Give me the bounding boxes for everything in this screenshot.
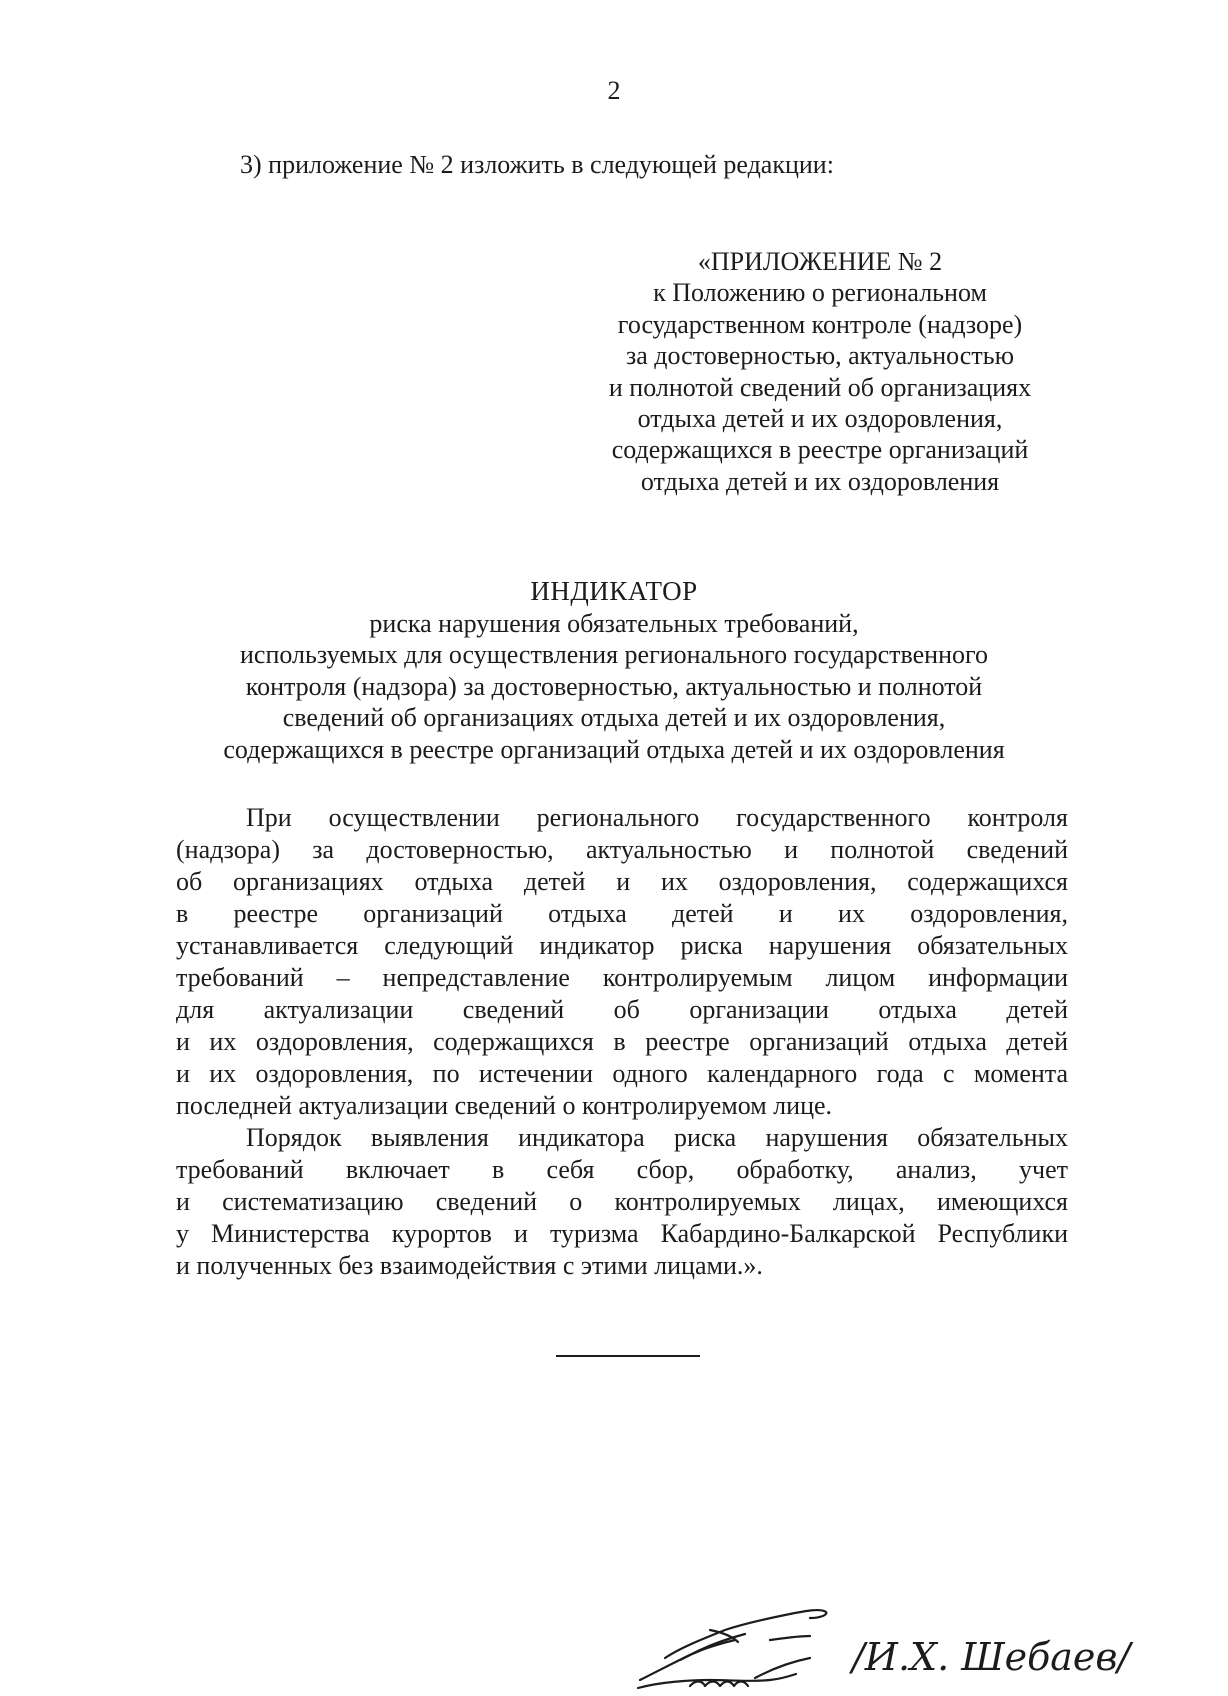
appendix-line: отдыха детей и их оздоровления, <box>637 404 1003 434</box>
paragraph-line: требований включает в себя сбор, обработку, анализ, учет <box>176 1155 1068 1184</box>
paragraph-line: для актуализации сведений об организации отдыха детей <box>176 995 1068 1024</box>
appendix-line: и полнотой сведений об организациях <box>608 372 1032 402</box>
paragraph-line: и систематизацию сведений о контролируемых лицах, имеющихся <box>176 1187 1068 1216</box>
paragraph-line: требований – непредставление контролируемым лицом информации <box>176 963 1068 992</box>
appendix-line: за достоверностью, актуальностью <box>625 341 1014 371</box>
paragraph-line: (надзора) за достоверностью, актуальностью и полнотой сведений <box>176 835 1068 864</box>
signature-name: /И.Х. Шебаев/ <box>852 1635 1131 1679</box>
paragraph-line: При осуществлении регионального государственного контроля <box>246 803 1068 832</box>
appendix-header <box>540 246 1100 497</box>
signature-image <box>620 1600 1131 1696</box>
paragraph-line: последней актуализации сведений о контролируемом лице. <box>176 1091 833 1120</box>
document-subtitle <box>160 608 1068 765</box>
document-title: ИНДИКАТОР <box>530 576 698 606</box>
appendix-line: к Положению о региональном <box>653 278 987 308</box>
paragraph-line: и полученных без взаимодействия с этими лицами.». <box>176 1251 763 1280</box>
appendix-line: «ПРИЛОЖЕНИЕ № 2 <box>697 247 943 276</box>
subtitle-line: сведений об организациях отдыха детей и их оздоровления, <box>282 703 946 733</box>
paragraph-line: Порядок выявления индикатора риска нарушения обязательных <box>246 1123 1068 1152</box>
paragraph-line: в реестре организаций отдыха детей и их оздоровления, <box>176 899 1068 928</box>
subtitle-line: риска нарушения обязательных требований, <box>369 609 859 638</box>
appendix-line: государственном контроле (надзоре) <box>617 309 1023 339</box>
end-separator <box>556 1355 700 1357</box>
paragraph-line: устанавливается следующий индикатор риска нарушения обязательных <box>176 931 1068 960</box>
appendix-line: содержащихся в реестре организаций <box>611 435 1029 465</box>
page-number: 2 <box>607 76 621 105</box>
paragraph-line: и их оздоровления, содержащихся в реестре организаций отдыха детей <box>176 1027 1068 1056</box>
subtitle-line: используемых для осуществления регионального государственного <box>239 640 989 670</box>
subtitle-line: контроля (надзора) за достоверностью, актуальностью и полнотой <box>245 671 983 701</box>
appendix-line: отдыха детей и их оздоровления <box>640 466 1000 496</box>
document-body <box>176 802 1068 1282</box>
paragraph-2 <box>176 1122 1068 1282</box>
subtitle-line: содержащихся в реестре организаций отдыха детей и их оздоровления <box>223 734 1005 764</box>
intro-line: 3) приложение № 2 изложить в следующей редакции: <box>240 150 834 179</box>
paragraph-line: и их оздоровления, по истечении одного календарного года с момента <box>176 1059 1068 1088</box>
paragraph-line: у Министерства курортов и туризма Кабардино-Балкарской Республики <box>176 1219 1068 1248</box>
paragraph-1 <box>176 802 1068 1122</box>
paragraph-line: об организациях отдыха детей и их оздоровления, содержащихся <box>176 867 1068 896</box>
